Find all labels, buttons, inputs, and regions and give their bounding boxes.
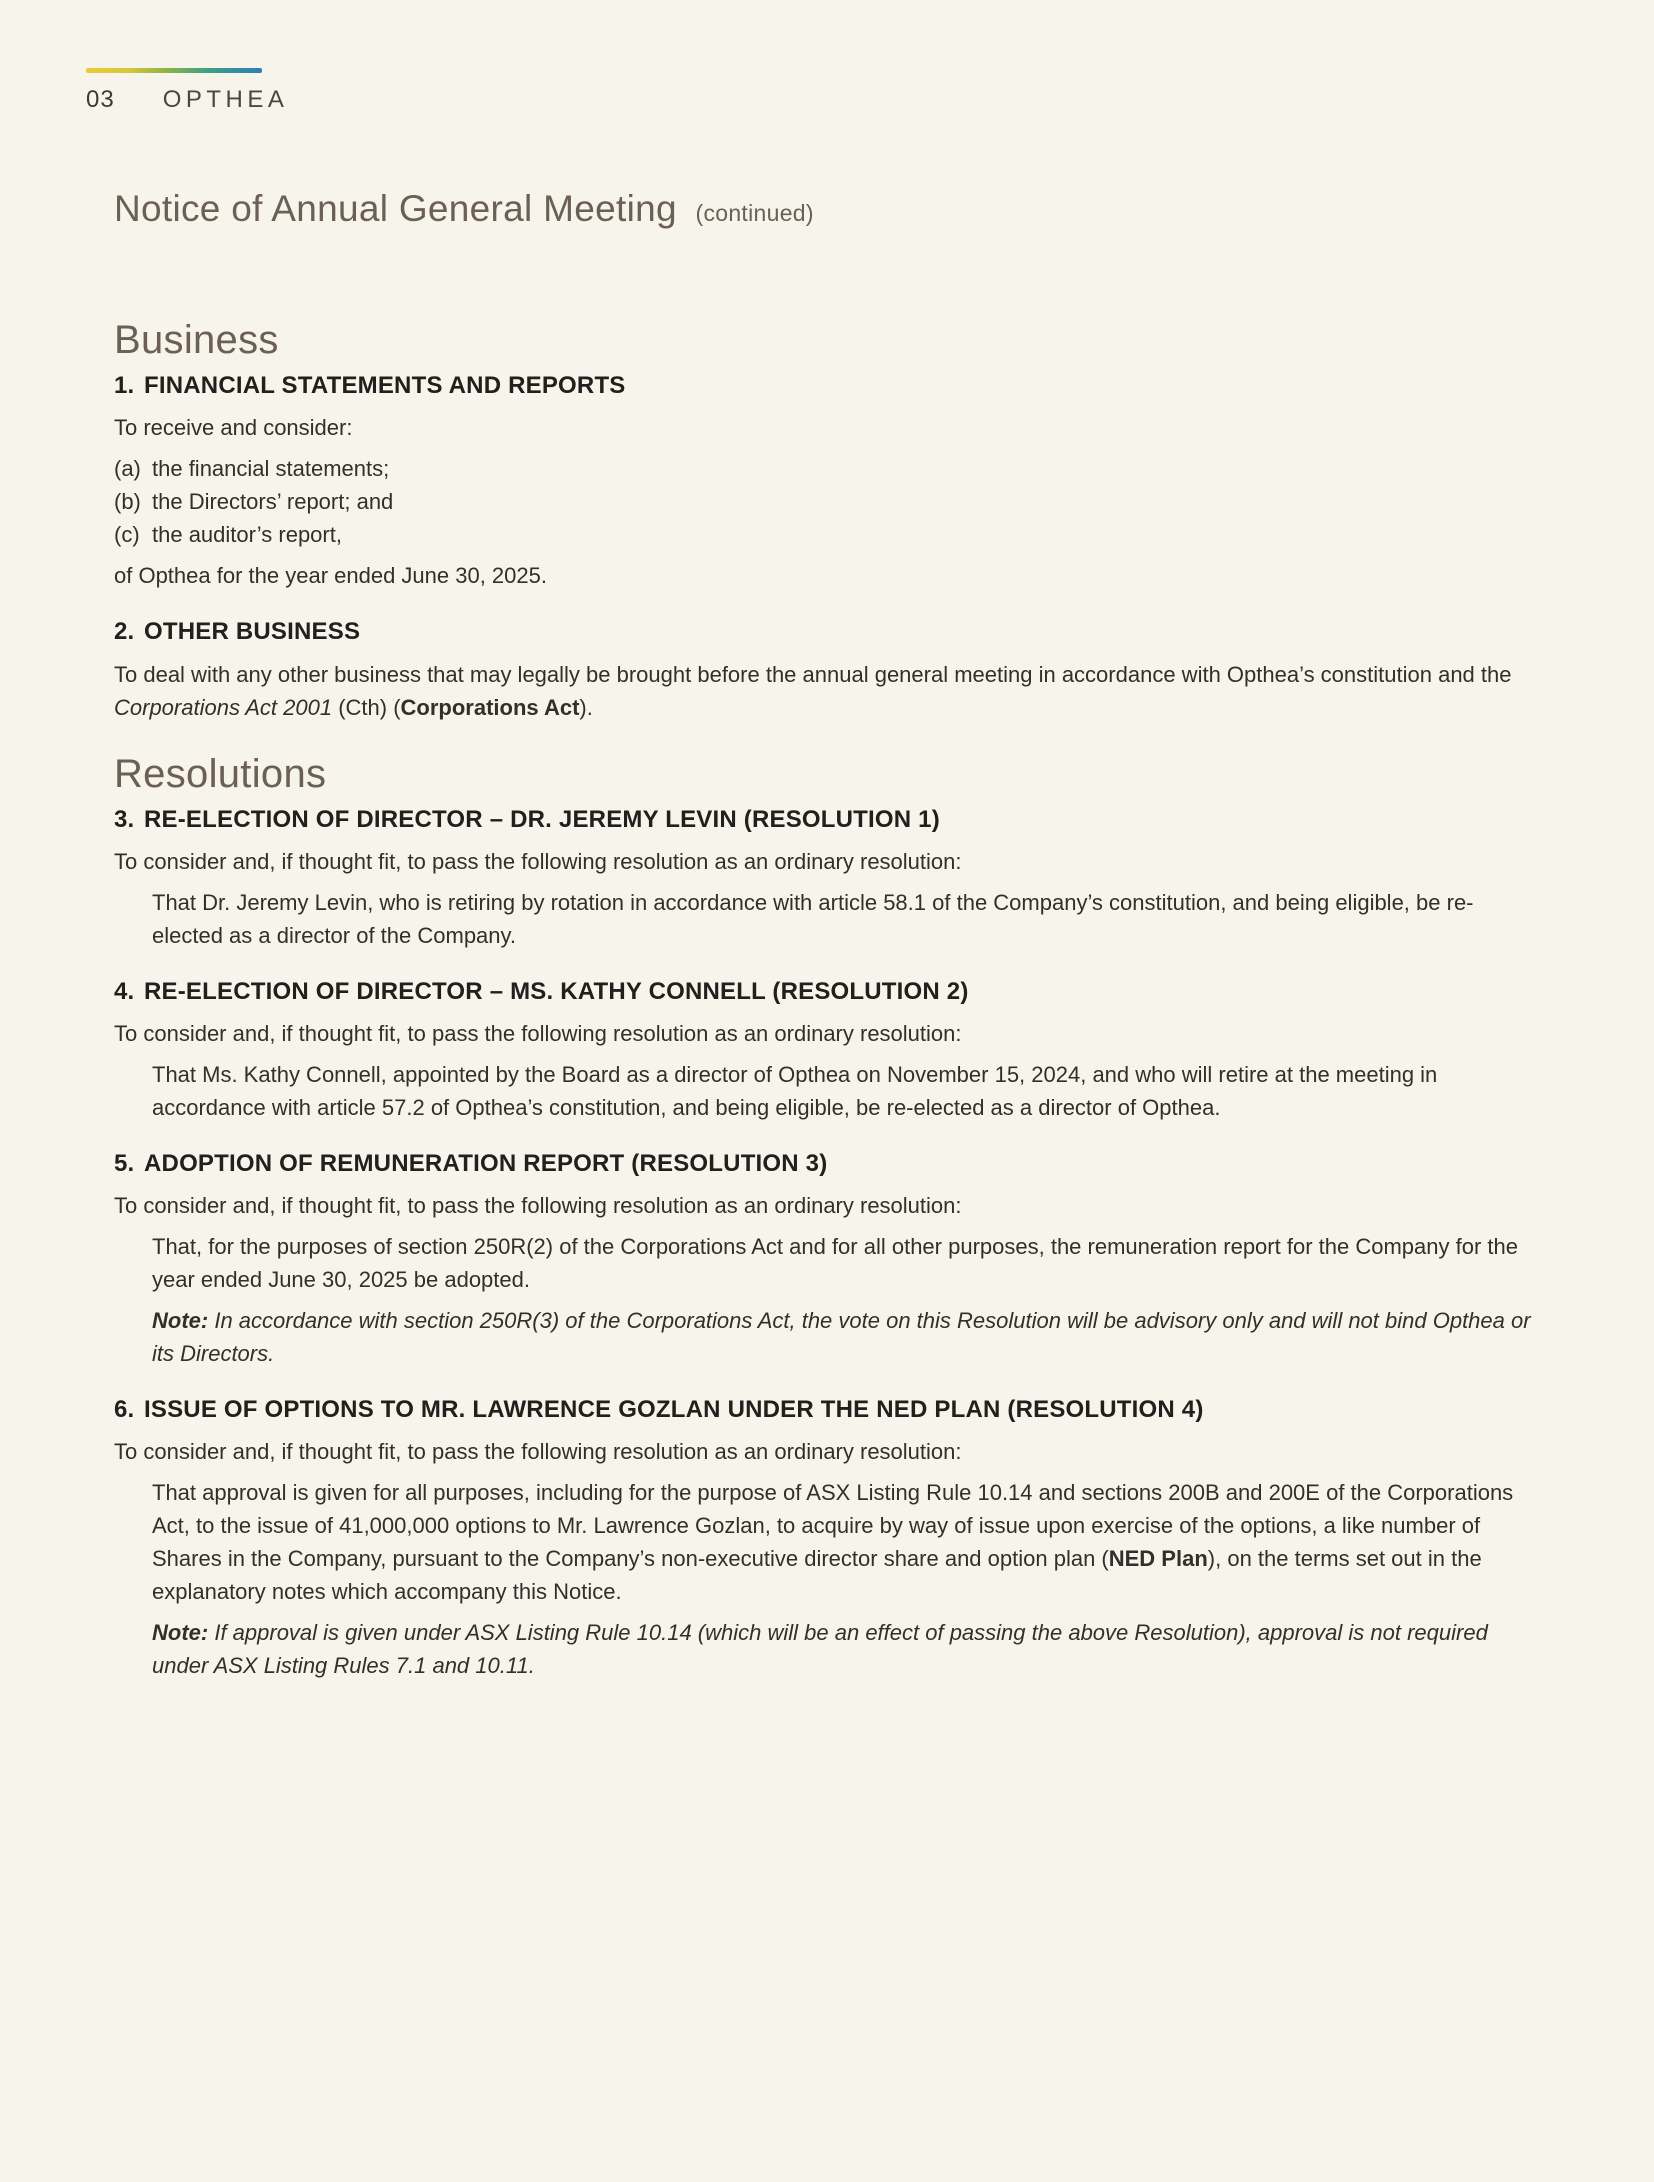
text-segment: To deal with any other business that may legally be brought before the annual general meeting in accordance with Opthea’s constitution and the <box>114 661 1512 687</box>
financial-statements-intro: To receive and consider: <box>114 415 353 441</box>
list-marker-b: (b) <box>114 489 141 515</box>
other-business-body <box>114 658 1542 724</box>
heading-resolution-1-jeremy-levin <box>114 804 1542 835</box>
list-item-c <box>114 518 1542 551</box>
heading-number: 2. <box>114 618 135 646</box>
page-header <box>0 0 1654 114</box>
heading-number: 1. <box>114 372 135 400</box>
heading-resolution-4-ned-plan-options <box>114 1394 1542 1425</box>
section-heading-business: Business <box>114 318 279 363</box>
section-heading-resolutions: Resolutions <box>114 751 327 796</box>
list-text-c: the auditor’s report, <box>152 522 342 548</box>
heading-text: ISSUE OF OPTIONS TO MR. LAWRENCE GOZLAN UNDER THE NED PLAN (RESOLUTION 4) <box>144 1396 1204 1424</box>
page-number: 03 <box>86 86 115 113</box>
document-content <box>0 186 1654 1682</box>
resolution-1-body: That Dr. Jeremy Levin, who is retiring by rotation in accordance with article 58.1 of the Company’s constitution, and being eligible, be re-elected as a director of the Company. <box>152 889 1474 948</box>
note-text: In accordance with section 250R(3) of the Corporations Act, the vote on this Resolution will be advisory only and will not bind Opthea or its Directors. <box>152 1308 1531 1367</box>
document-title <box>114 186 1542 232</box>
heading-number: 3. <box>114 805 135 833</box>
note-text: If approval is given under ASX Listing Rule 10.14 (which will be an effect of passing the above Resolution), approval is not required under ASX Listing Rules 7.1 and 10.11. <box>152 1620 1488 1679</box>
resolution-2-body: That Ms. Kathy Connell, appointed by the Board as a director of Opthea on November 15, 2024, and who will retire at the meeting in accordance with article 57.2 of Opthea’s constitution, and being eligible, be re-elected as a director of Opthea. <box>152 1062 1438 1120</box>
resolution-1-intro: To consider and, if thought fit, to pass the following resolution as an ordinary resolution: <box>114 848 962 874</box>
resolution-2-intro: To consider and, if thought fit, to pass the following resolution as an ordinary resolution: <box>114 1021 962 1046</box>
list-marker-c: (c) <box>114 522 140 548</box>
heading-other-business <box>114 616 1542 647</box>
note-label: Note: <box>152 1620 209 1646</box>
heading-resolution-2-kathy-connell <box>114 976 1542 1007</box>
resolution-4-body <box>114 1476 1542 1608</box>
list-marker-a: (a) <box>114 456 141 482</box>
heading-number: 6. <box>114 1396 135 1424</box>
brand-logo-opthea: OPTHEA <box>162 86 289 113</box>
list-item-a <box>114 452 1542 485</box>
heading-resolution-3-remuneration-report <box>114 1148 1542 1179</box>
heading-text: OTHER BUSINESS <box>144 618 361 646</box>
text-segment: ), on the terms set out in the explanatory notes which accompany this Notice. <box>152 1546 1482 1605</box>
text-segment: ). <box>579 694 593 720</box>
text-segment: (Cth) ( <box>332 694 401 720</box>
text-segment-bold: Corporations Act <box>400 694 580 720</box>
text-segment-italic: Corporations Act 2001 <box>114 694 333 720</box>
brand-row <box>86 86 1654 114</box>
brand-gradient-bar <box>86 68 262 73</box>
heading-text: RE-ELECTION OF DIRECTOR – DR. JEREMY LEVIN (RESOLUTION 1) <box>144 805 940 833</box>
resolution-4-note <box>114 1616 1542 1682</box>
text-segment: That approval is given for all purposes, including for the purpose of ASX Listing Rule 10.14 and sections 200B and 200E of the Corporations Act, to the issue of 41,000,000 options to Mr. Lawrence Gozlan, to acquire by way of issue upon exercise of the options, a like number of Shares in the Company, pursuant to the Company’s non-executive director share and option plan ( <box>152 1480 1514 1572</box>
heading-text: FINANCIAL STATEMENTS AND REPORTS <box>144 372 626 400</box>
note-label: Note: <box>152 1308 209 1334</box>
document-title-text: Notice of Annual General Meeting <box>114 188 677 229</box>
heading-text: RE-ELECTION OF DIRECTOR – MS. KATHY CONNELL (RESOLUTION 2) <box>144 977 969 1005</box>
list-item-b <box>114 485 1542 518</box>
document-title-suffix: (continued) <box>695 200 814 226</box>
resolution-4-intro: To consider and, if thought fit, to pass the following resolution as an ordinary resolution: <box>114 1439 962 1465</box>
list-text-b: the Directors’ report; and <box>152 489 394 515</box>
heading-financial-statements-and-reports <box>114 370 1542 401</box>
heading-number: 5. <box>114 1150 135 1177</box>
resolution-3-body: That, for the purposes of section 250R(2) of the Corporations Act and for all other purposes, the remuneration report for the Company for the year ended June 30, 2025 be adopted. <box>152 1234 1518 1293</box>
financial-statements-outro: of Opthea for the year ended June 30, 2025. <box>114 563 547 589</box>
heading-text: ADOPTION OF REMUNERATION REPORT (RESOLUTION 3) <box>144 1150 828 1177</box>
resolution-3-intro: To consider and, if thought fit, to pass the following resolution as an ordinary resolution: <box>114 1193 962 1219</box>
resolution-3-note <box>114 1304 1542 1370</box>
financial-statements-list <box>114 452 1542 551</box>
heading-number: 4. <box>114 977 135 1005</box>
list-text-a: the financial statements; <box>152 456 390 482</box>
text-segment-bold: NED Plan <box>1108 1546 1208 1572</box>
